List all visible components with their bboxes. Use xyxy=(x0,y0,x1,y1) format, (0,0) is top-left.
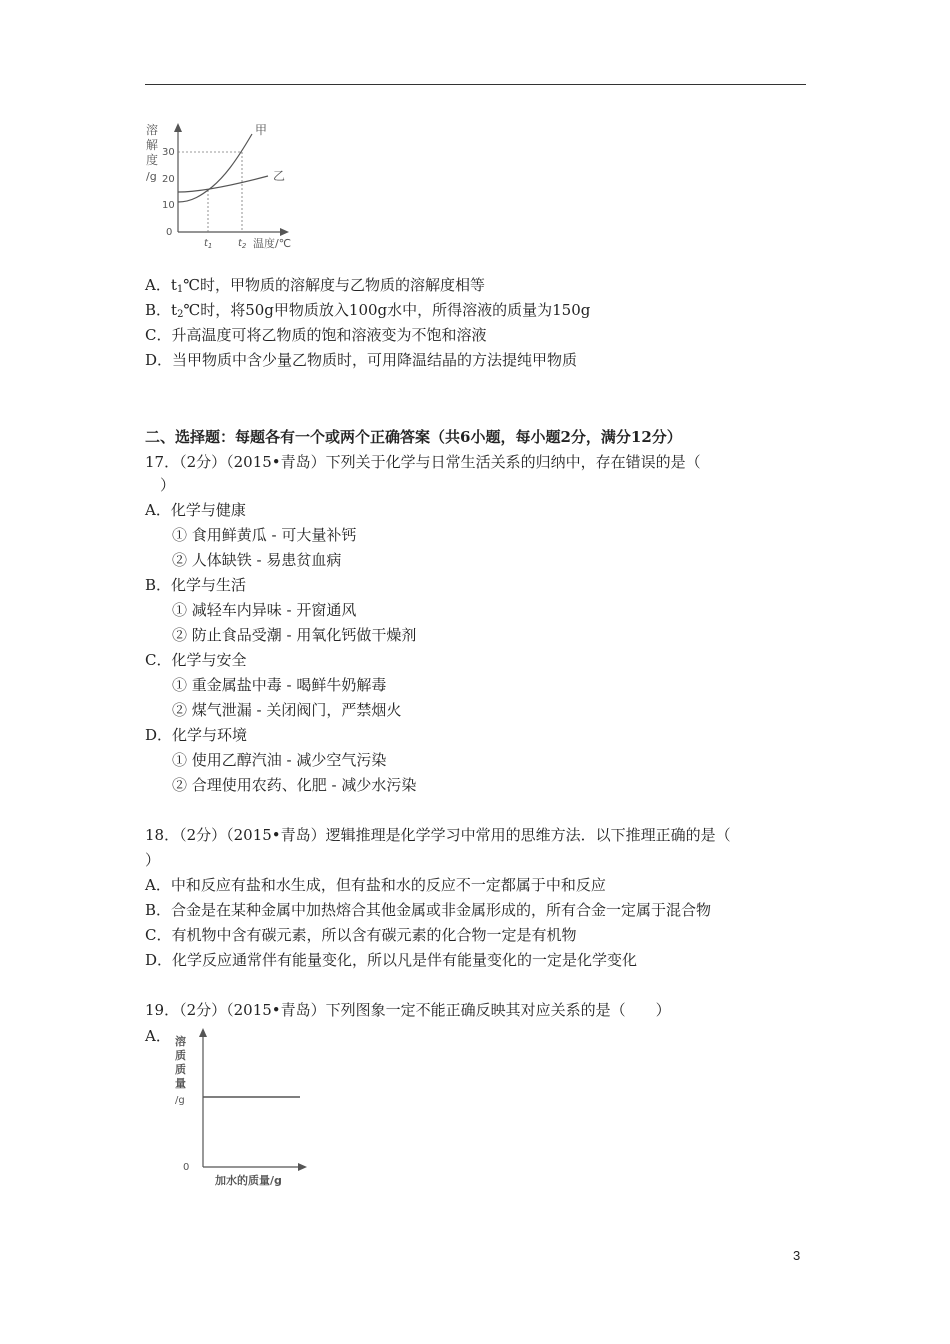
origin-label: 0 xyxy=(166,227,173,238)
q16-option-a xyxy=(145,275,485,300)
q17-option-c-item: ① 重金属盐中毒 - 喝鲜牛奶解毒 xyxy=(172,676,387,694)
y-label-char: /g xyxy=(146,170,157,183)
q18-stem: 18．（2分）（2015•青岛）逻辑推理是化学学习中常用的思维方法．以下推理正确的是（ xyxy=(145,826,731,844)
series-label-yi: 乙 xyxy=(273,169,286,183)
y-axis-arrow xyxy=(174,123,182,132)
y-label-char: 溶 xyxy=(175,1035,186,1048)
q17-option-b-item: ② 防止食品受潮 - 用氧化钙做干燥剂 xyxy=(172,626,417,644)
x-axis-arrow xyxy=(298,1163,307,1171)
q19-option-a-label: A． xyxy=(145,1027,171,1045)
q18-stem-close: ） xyxy=(145,851,161,869)
y-label-char: 量 xyxy=(175,1077,186,1090)
x-axis-label: 温度/℃ xyxy=(253,237,292,250)
y-label-char: 质 xyxy=(175,1063,186,1076)
section-2-title: 二、选择题：每题各有一个或两个正确答案（共6小题，每小题2分，满分12分） xyxy=(145,428,682,446)
y-label-char: /g xyxy=(175,1095,185,1106)
q18-option-c: C．有机物中含有碳元素，所以含有碳元素的化合物一定是有机物 xyxy=(145,926,577,944)
solute-mass-chart xyxy=(165,1020,315,1195)
q17-stem: 17．（2分）（2015•青岛）下列关于化学与日常生活关系的归纳中，存在错误的是（ xyxy=(145,453,701,471)
origin-label: 0 xyxy=(183,1162,190,1173)
q17-option-a-title: A．化学与健康 xyxy=(145,501,246,519)
y-tick-label: 20 xyxy=(162,174,175,185)
q18-option-a: A．中和反应有盐和水生成，但有盐和水的反应不一定都属于中和反应 xyxy=(145,876,606,894)
q17-option-b-item: ① 减轻车内异味 - 开窗通风 xyxy=(172,601,357,619)
q17-option-c-title: C．化学与安全 xyxy=(145,651,247,669)
x-axis-label: 加水的质量/g xyxy=(215,1174,282,1187)
q16-option-b-part2: ℃时，将50g甲物质放入100g水中，所得溶液的质量为150g xyxy=(183,301,591,319)
x-axis-arrow xyxy=(280,228,289,236)
y-label-char: 溶 xyxy=(146,123,159,137)
q17-option-a-item: ① 食用鲜黄瓜 - 可大量补钙 xyxy=(172,526,357,544)
y-axis-arrow xyxy=(199,1028,207,1037)
y-tick-label: 30 xyxy=(162,147,175,158)
solubility-chart xyxy=(140,120,300,255)
q17-option-c-item: ② 煤气泄漏 - 关闭阀门，严禁烟火 xyxy=(172,701,402,719)
q17-stem-close: ） xyxy=(160,476,176,494)
q16-option-a-part2: ℃时，甲物质的溶解度与乙物质的溶解度相等 xyxy=(183,276,486,294)
q16-option-b-sub: 2 xyxy=(177,309,184,320)
series-label-jia: 甲 xyxy=(255,123,268,137)
y-label-char: 质 xyxy=(175,1049,186,1062)
q16-option-c: C．升高温度可将乙物质的饱和溶液变为不饱和溶液 xyxy=(145,326,487,344)
q17-option-d-title: D．化学与环境 xyxy=(145,726,248,744)
page-number: 3 xyxy=(793,1248,801,1263)
q16-option-a-sub: 1 xyxy=(176,284,184,295)
q19-stem: 19．（2分）（2015•青岛）下列图象一定不能正确反映其对应关系的是（ ） xyxy=(145,1001,671,1019)
x-tick-label-t1: $t_1$ xyxy=(204,238,213,250)
q16-option-d: D．当甲物质中含少量乙物质时，可用降温结晶的方法提纯甲物质 xyxy=(145,351,578,369)
y-label-char: 度 xyxy=(146,153,159,167)
q17-option-d-item: ① 使用乙醇汽油 - 减少空气污染 xyxy=(172,751,387,769)
curve-yi xyxy=(178,176,268,192)
q16-option-b xyxy=(145,300,590,325)
q17-option-b-title: B．化学与生活 xyxy=(145,576,247,594)
q18-option-b: B．合金是在某种金属中加热熔合其他金属或非金属形成的，所有合金一定属于混合物 xyxy=(145,901,712,919)
y-label-char: 解 xyxy=(146,138,159,152)
q16-option-b-part1: B．t xyxy=(145,301,178,319)
q16-option-a-part1: A．t xyxy=(145,276,177,294)
q18-option-d: D．化学反应通常伴有能量变化，所以凡是伴有能量变化的一定是化学变化 xyxy=(145,951,638,969)
x-tick-label-t2: $t_2$ xyxy=(238,238,247,250)
q17-option-d-item: ② 合理使用农药、化肥 - 减少水污染 xyxy=(172,776,417,794)
y-tick-label: 10 xyxy=(162,200,175,211)
header-rule xyxy=(145,84,806,85)
q17-option-a-item: ② 人体缺铁 - 易患贫血病 xyxy=(172,551,342,569)
